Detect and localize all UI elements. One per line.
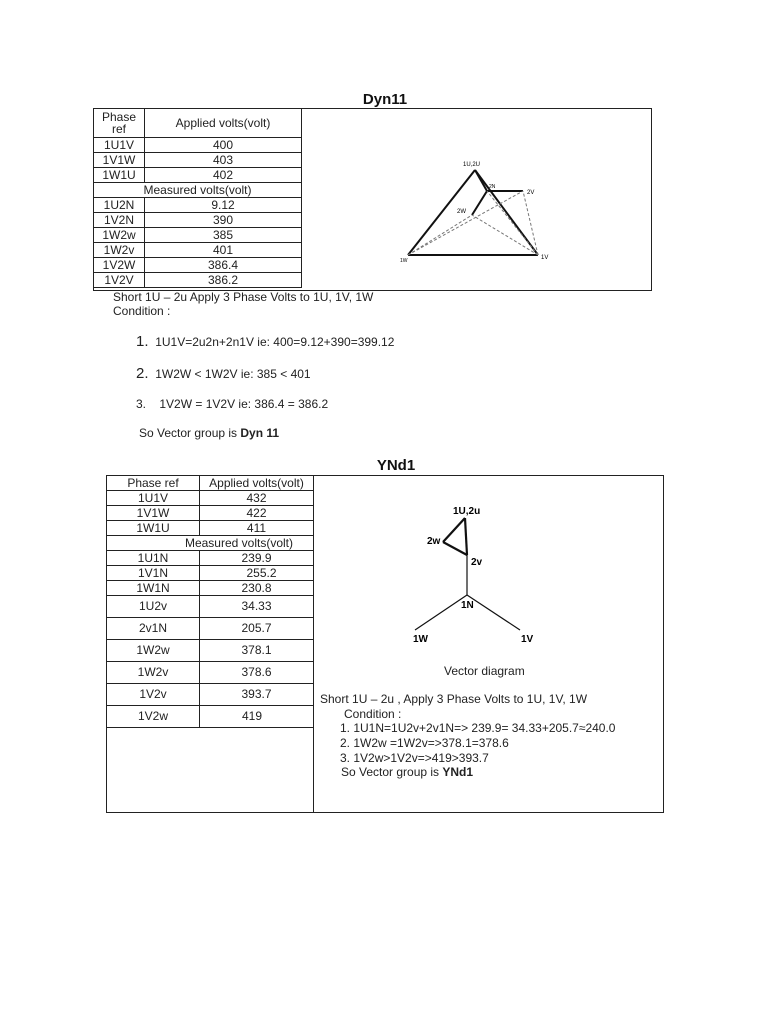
header-measured-volts: Measured volts(volt)	[107, 536, 314, 551]
table-row	[107, 662, 314, 684]
table-row	[94, 213, 302, 228]
cell-phase: 1W1U	[107, 521, 200, 536]
cell-phase: 1V2N	[94, 213, 145, 228]
item-number: 1.	[136, 333, 149, 350]
conclusion-value: Dyn 11	[240, 426, 280, 440]
cell-value: 378.1	[200, 640, 314, 662]
cell-value: 432	[200, 491, 314, 506]
table-row	[107, 506, 314, 521]
cell-phase: 1V2v	[107, 684, 200, 706]
cell-phase: 1V2V	[94, 273, 145, 288]
header-applied-volts: Applied volts(volt)	[200, 476, 314, 491]
table-row	[107, 640, 314, 662]
conclusion-text: So Vector group is	[341, 765, 443, 779]
label-1u2u: 1U,2U	[463, 162, 481, 168]
item-number: 3.	[136, 397, 147, 411]
table-row	[94, 153, 302, 168]
cell-phase: 1U1V	[107, 491, 200, 506]
table-row	[107, 521, 314, 536]
dyn11-item-1	[136, 333, 394, 350]
label-2v: 2V	[527, 190, 535, 196]
dyn11-short-line1: Short 1U – 2u Apply 3 Phase Volts to 1U, 1V, 1W	[113, 290, 374, 304]
table-row	[107, 566, 314, 581]
cell-value: 205.7	[200, 618, 314, 640]
cell-phase: 1V1N	[107, 566, 200, 581]
cell-phase: 1U1N	[107, 551, 200, 566]
cell-value: 401	[145, 243, 302, 258]
label-1u2u: 1U,2u	[453, 506, 481, 517]
label-1v: 1V	[541, 255, 549, 261]
cell-phase: 1W2w	[107, 640, 200, 662]
ynd1-item-1: 1. 1U1N=1U2v+2v1N=> 239.9= 34.33+205.7≈240.0	[340, 721, 616, 735]
cell-value: 403	[145, 153, 302, 168]
dyn11-title: Dyn11	[362, 91, 408, 108]
cell-phase: 1V1W	[107, 506, 200, 521]
header-phase-ref: Phase ref	[107, 476, 200, 491]
table-row	[107, 581, 314, 596]
dyn11-conclusion	[139, 426, 279, 440]
cell-phase: 1W1N	[107, 581, 200, 596]
table-row	[94, 228, 302, 243]
label-2w: 2W	[457, 209, 466, 215]
label-1n: 1N	[461, 600, 474, 611]
cell-value: 390	[145, 213, 302, 228]
header-measured-volts: Measured volts(volt)	[94, 183, 302, 198]
label-2v: 2v	[471, 557, 483, 568]
label-1w: 1W	[400, 258, 408, 264]
cell-phase: 1U1V	[94, 138, 145, 153]
cell-phase: 1W2v	[107, 662, 200, 684]
cell-value: 422	[200, 506, 314, 521]
cell-phase: 1W2w	[94, 228, 145, 243]
table-row	[107, 596, 314, 618]
table-row	[94, 258, 302, 273]
item-text: 1U1V=2u2n+2n1V ie: 400=9.12+390=399.12	[155, 335, 395, 349]
label-1v: 1V	[521, 634, 534, 645]
table-row	[94, 198, 302, 213]
cell-value: 239.9	[200, 551, 314, 566]
label-2w: 2w	[427, 536, 441, 547]
table-row	[107, 684, 314, 706]
ynd1-vector-diagram	[405, 500, 590, 670]
table-row	[94, 243, 302, 258]
cell-value: 402	[145, 168, 302, 183]
table-row	[94, 168, 302, 183]
cell-value: 411	[200, 521, 314, 536]
dyn11-item-2	[136, 365, 311, 382]
cell-value: 386.2	[145, 273, 302, 288]
cell-value: 255.2	[200, 566, 314, 581]
cell-value: 230.8	[200, 581, 314, 596]
cell-value: 386.4	[145, 258, 302, 273]
item-number: 2.	[136, 365, 149, 382]
ynd1-conclusion	[341, 765, 473, 779]
conclusion-text: So Vector group is	[139, 426, 241, 440]
cell-value: 385	[145, 228, 302, 243]
dyn11-short-line2: Condition :	[113, 304, 171, 318]
cell-phase: 1U2v	[107, 596, 200, 618]
item-text: 1W2W < 1W2V ie: 385 < 401	[155, 367, 311, 381]
ynd1-item-3: 3. 1V2w>1V2v=>419>393.7	[340, 751, 489, 765]
dyn11-vector-diagram	[395, 155, 565, 270]
table-row	[107, 551, 314, 566]
cell-phase: 1V2W	[94, 258, 145, 273]
header-phase-ref: Phase ref	[94, 109, 145, 138]
dyn11-item-3	[136, 397, 328, 411]
table-row	[107, 491, 314, 506]
cell-value: 400	[145, 138, 302, 153]
label-1w: 1W	[413, 634, 428, 645]
item-text: 1V2W = 1V2V ie: 386.4 = 386.2	[159, 397, 329, 411]
cell-phase: 1U2N	[94, 198, 145, 213]
cell-phase: 2v1N	[107, 618, 200, 640]
table-row	[94, 273, 302, 288]
ynd1-short-line1: Short 1U – 2u , Apply 3 Phase Volts to 1U, 1V, 1W	[320, 692, 588, 706]
table-row	[107, 706, 314, 728]
ynd1-table	[106, 475, 314, 728]
cell-phase: 1W2v	[94, 243, 145, 258]
table-row	[94, 138, 302, 153]
cell-value: 378.6	[200, 662, 314, 684]
label-2n: 2N	[489, 184, 496, 190]
cell-value: 34.33	[200, 596, 314, 618]
table-row	[107, 618, 314, 640]
conclusion-value: YNd1	[442, 765, 474, 779]
cell-value: 419	[200, 706, 314, 728]
cell-phase: 1V1W	[94, 153, 145, 168]
ynd1-diagram-caption: Vector diagram	[444, 664, 525, 678]
cell-value: 9.12	[145, 198, 302, 213]
ynd1-title: YNd1	[376, 457, 416, 474]
ynd1-short-line2: Condition :	[344, 707, 402, 721]
cell-phase: 1W1U	[94, 168, 145, 183]
dyn11-table	[93, 108, 302, 288]
header-applied-volts: Applied volts(volt)	[145, 109, 302, 138]
ynd1-item-2: 2. 1W2w =1W2v=>378.1=378.6	[340, 736, 509, 750]
cell-value: 393.7	[200, 684, 314, 706]
cell-phase: 1V2w	[107, 706, 200, 728]
